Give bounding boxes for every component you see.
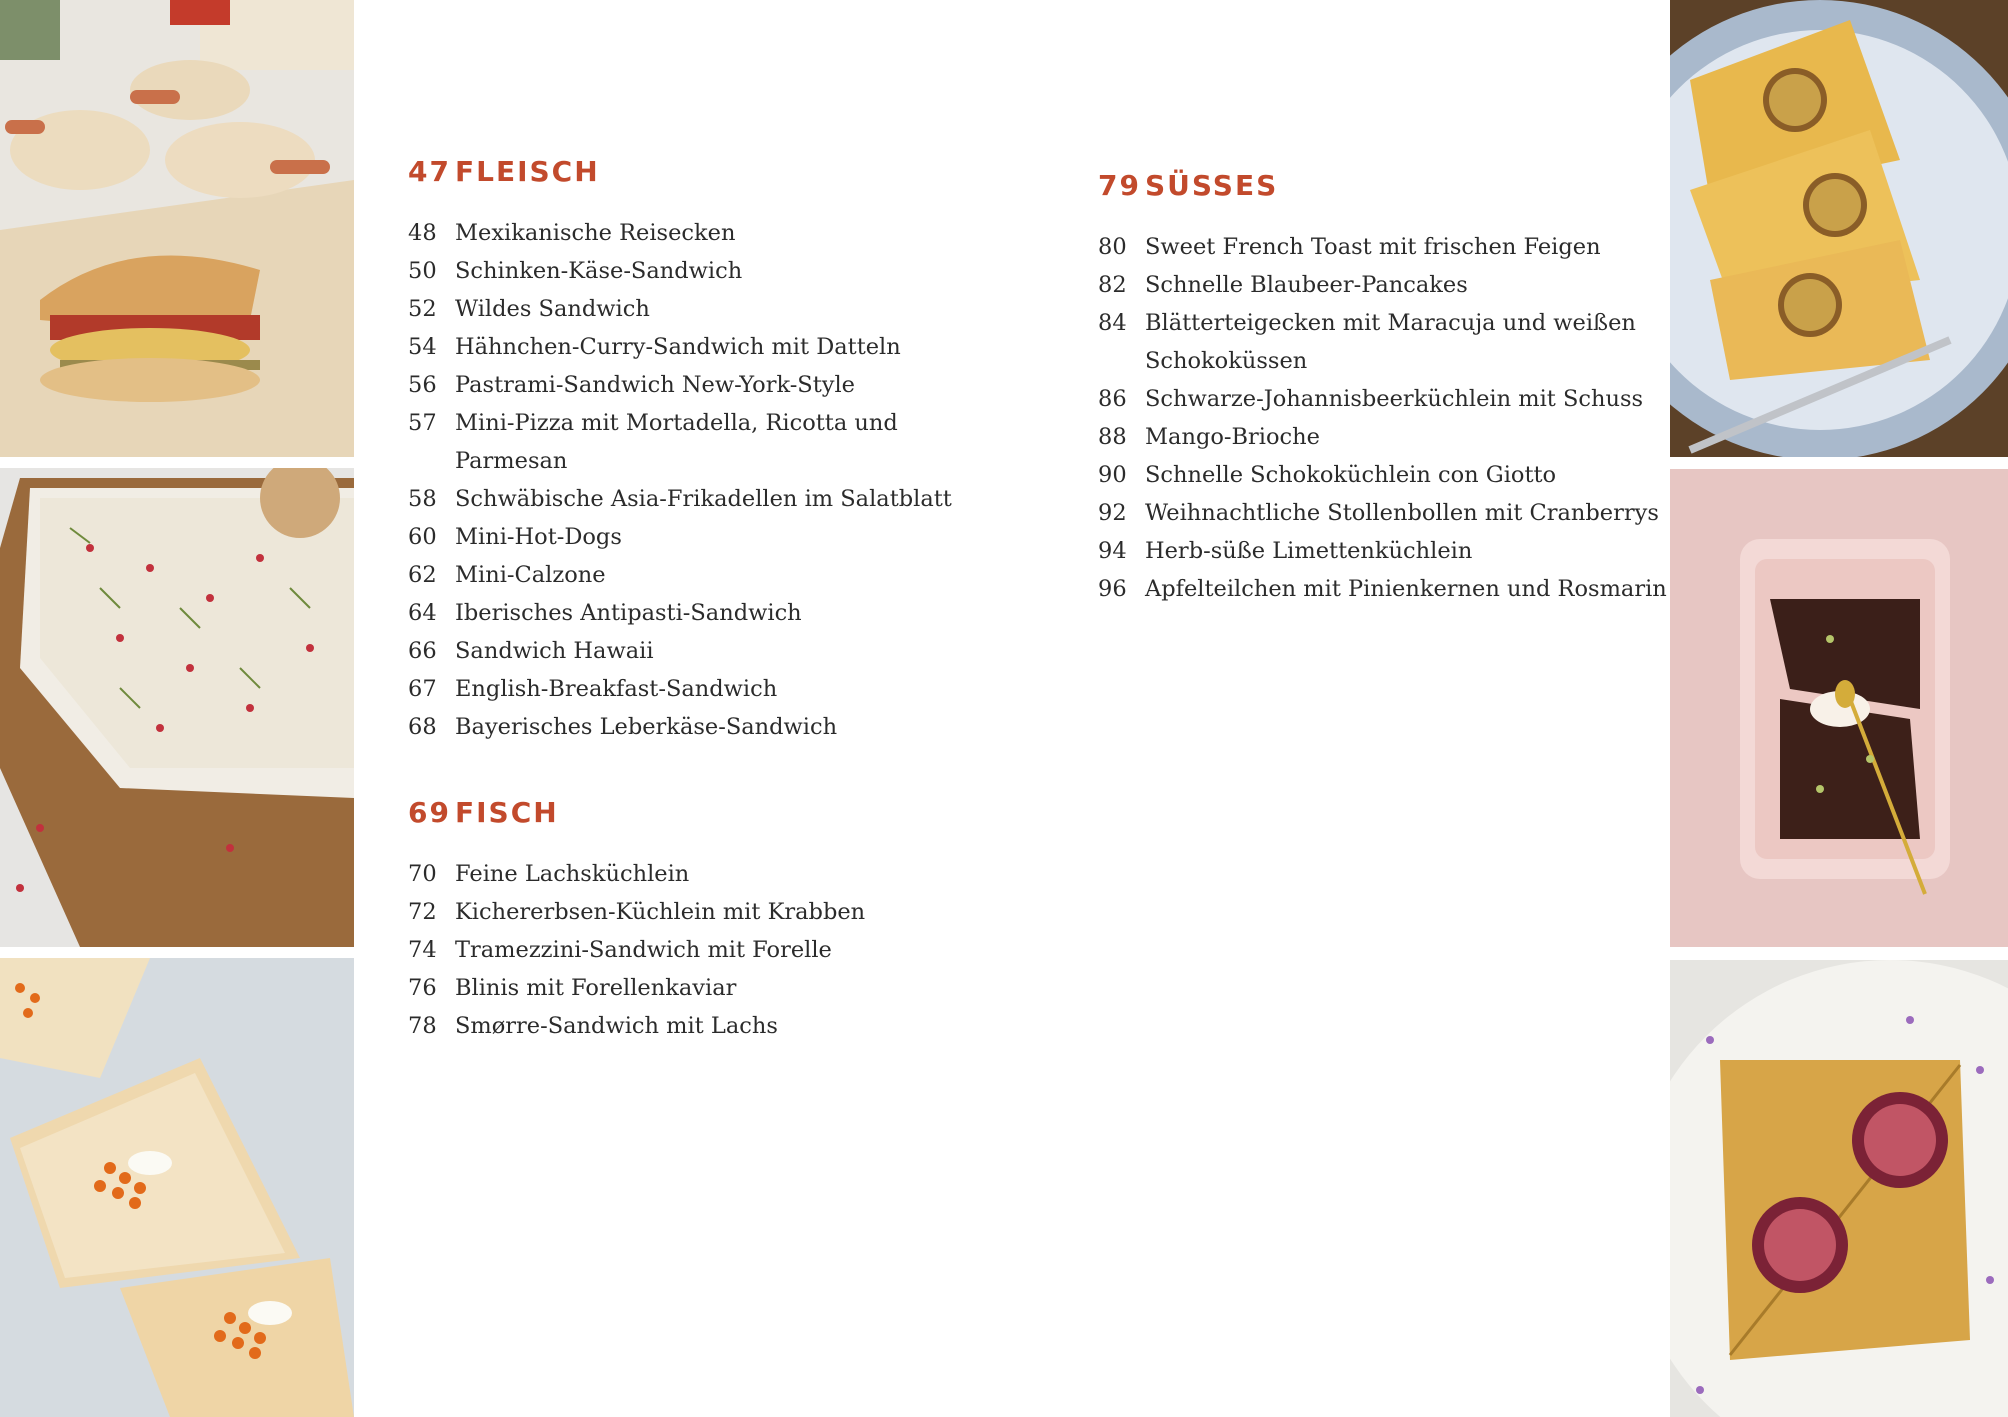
entry-title: English-Breakfast-Sandwich	[455, 676, 778, 702]
entry-page: 92	[1098, 500, 1127, 526]
photo-hot-dog-sandwich	[0, 0, 354, 457]
toc-entry-continuation	[1098, 342, 1658, 380]
entry-page: 70	[408, 861, 437, 887]
entry-title: Tramezzini-Sandwich mit Forelle	[455, 937, 832, 963]
photo-fish-spread-bread	[0, 468, 354, 947]
toc-entry[interactable]	[1098, 380, 1658, 418]
toc-entry[interactable]	[408, 366, 988, 404]
entry-title: Pastrami-Sandwich New-York-Style	[455, 372, 855, 398]
entry-title: Mini-Pizza mit Mortadella, Ricotta und	[455, 410, 898, 436]
toc-entry[interactable]	[408, 480, 988, 518]
entry-title: Wildes Sandwich	[455, 296, 650, 322]
entry-page: 82	[1098, 272, 1127, 298]
section-heading-fleisch	[408, 155, 988, 188]
toc-entry[interactable]	[1098, 570, 1667, 608]
toc-entry[interactable]	[1098, 532, 1658, 570]
section-page-number: 79	[1098, 169, 1141, 202]
entry-page: 56	[408, 372, 437, 398]
toc-entry[interactable]	[1098, 266, 1658, 304]
toc-entry[interactable]	[408, 556, 988, 594]
entry-page: 48	[408, 220, 437, 246]
entry-title: Blinis mit Forellenkaviar	[455, 975, 737, 1001]
entry-page: 67	[408, 676, 437, 702]
entry-title: Apfelteilchen mit Pinienkernen und Rosmarin	[1145, 576, 1667, 602]
entry-page: 66	[408, 638, 437, 664]
entry-title: Mango-Brioche	[1145, 424, 1320, 450]
entry-page: 52	[408, 296, 437, 322]
entry-page: 57	[408, 410, 437, 436]
toc-entry[interactable]	[408, 893, 988, 931]
photo-lemon-sandwiches	[1670, 0, 2008, 457]
entry-title: Herb-süße Limettenküchlein	[1145, 538, 1473, 564]
entry-title: Kichererbsen-Küchlein mit Krabben	[455, 899, 866, 925]
section-title: SÜSSES	[1145, 169, 1279, 202]
entry-title: Sandwich Hawaii	[455, 638, 654, 664]
entry-title: Blätterteigecken mit Maracuja und weißen	[1145, 310, 1636, 336]
toc-entry[interactable]	[408, 969, 988, 1007]
entry-page: 90	[1098, 462, 1127, 488]
entry-page: 60	[408, 524, 437, 550]
entry-page: 74	[408, 937, 437, 963]
toc-entry[interactable]	[408, 214, 988, 252]
toc-column-right	[1098, 169, 1667, 608]
photo-caviar-sandwiches	[0, 958, 354, 1417]
section-heading-fisch	[408, 796, 988, 829]
entry-title-continuation: Schokoküssen	[1145, 348, 1308, 374]
entry-page: 86	[1098, 386, 1127, 412]
entry-page: 68	[408, 714, 437, 740]
entry-title: Sweet French Toast mit frischen Feigen	[1145, 234, 1601, 260]
toc-entry[interactable]	[408, 328, 988, 366]
entry-title: Mini-Calzone	[455, 562, 606, 588]
section-page-number: 69	[408, 796, 451, 829]
section-title: FISCH	[455, 796, 559, 829]
toc-entry[interactable]	[1098, 456, 1658, 494]
toc-entry[interactable]	[408, 708, 988, 746]
entry-page: 84	[1098, 310, 1127, 336]
entry-title: Smørre-Sandwich mit Lachs	[455, 1013, 778, 1039]
entry-title: Mini-Hot-Dogs	[455, 524, 622, 550]
entry-page: 76	[408, 975, 437, 1001]
toc-entry[interactable]	[1098, 228, 1658, 266]
entry-title: Bayerisches Leberkäse-Sandwich	[455, 714, 838, 740]
toc-entry[interactable]	[408, 594, 988, 632]
entry-page: 72	[408, 899, 437, 925]
toc-entry[interactable]	[408, 252, 988, 290]
toc-entry[interactable]	[408, 1007, 988, 1045]
entry-page: 50	[408, 258, 437, 284]
entry-page: 78	[408, 1013, 437, 1039]
entry-title: Schnelle Blaubeer-Pancakes	[1145, 272, 1468, 298]
photo-fig-french-toast	[1670, 960, 2008, 1417]
entry-title: Mexikanische Reisecken	[455, 220, 736, 246]
entry-title: Iberisches Antipasti-Sandwich	[455, 600, 802, 626]
entry-title: Schwäbische Asia-Frikadellen im Salatblatt	[455, 486, 952, 512]
toc-entry[interactable]	[408, 632, 988, 670]
toc-entry[interactable]	[1098, 418, 1658, 456]
entry-title-continuation: Parmesan	[455, 448, 568, 474]
entry-page: 80	[1098, 234, 1127, 260]
entry-page: 62	[408, 562, 437, 588]
toc-entry[interactable]	[408, 855, 988, 893]
entry-title: Weihnachtliche Stollenbollen mit Cranberrys	[1145, 500, 1659, 526]
entry-title: Schinken-Käse-Sandwich	[455, 258, 743, 284]
toc-entry[interactable]	[408, 290, 988, 328]
toc-entry-continuation	[408, 442, 988, 480]
toc-entry[interactable]	[1098, 304, 1658, 342]
toc-entry[interactable]	[1098, 494, 1658, 532]
entry-title: Hähnchen-Curry-Sandwich mit Datteln	[455, 334, 901, 360]
toc-column-left	[408, 155, 988, 1045]
section-page-number: 47	[408, 155, 451, 188]
entry-page: 54	[408, 334, 437, 360]
entry-page: 94	[1098, 538, 1127, 564]
entry-page: 58	[408, 486, 437, 512]
photo-chocolate-brownie	[1670, 469, 2008, 947]
toc-entry[interactable]	[408, 404, 988, 442]
toc-entry[interactable]	[408, 931, 988, 969]
entry-title: Schnelle Schokoküchlein con Giotto	[1145, 462, 1557, 488]
toc-entry[interactable]	[408, 670, 988, 708]
entry-page: 96	[1098, 576, 1127, 602]
section-heading-suesses	[1098, 169, 1658, 202]
entry-title: Feine Lachsküchlein	[455, 861, 690, 887]
entry-page: 64	[408, 600, 437, 626]
entry-page: 88	[1098, 424, 1127, 450]
toc-entry[interactable]	[408, 518, 988, 556]
entry-title: Schwarze-Johannisbeerküchlein mit Schuss	[1145, 386, 1644, 412]
section-title: FLEISCH	[455, 155, 600, 188]
